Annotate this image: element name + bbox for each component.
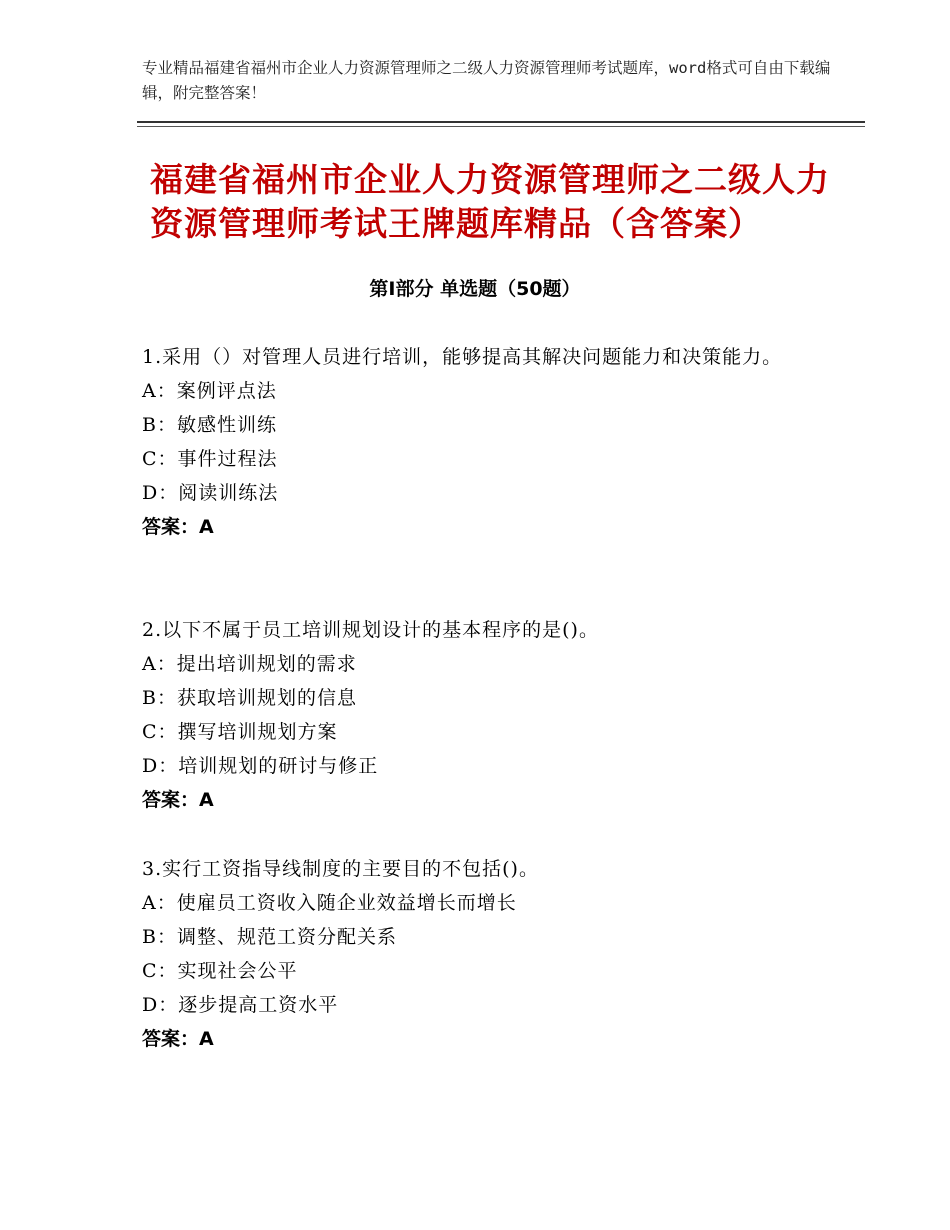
header-divider-thick (137, 121, 865, 123)
option-c: C：撰写培训规划方案 (142, 721, 338, 743)
question-1 (142, 341, 822, 544)
question-stem: 2.以下不属于员工培训规划设计的基本程序的是()。 (142, 619, 599, 641)
section-heading: 第Ⅰ部分 单选题（50题） (369, 278, 581, 300)
question-stem: 1.采用（）对管理人员进行培训，能够提高其解决问题能力和决策能力。 (142, 346, 783, 368)
document-title: 福建省福州市企业人力资源管理师之二级人力资源管理师考试王牌题库精品（含答案） (150, 160, 830, 243)
header-note: 专业精品福建省福州市企业人力资源管理师之二级人力资源管理师考试题库，word格式可自由下载编辑，附完整答案！ (142, 59, 831, 102)
option-b: B：敏感性训练 (142, 414, 277, 436)
answer: 答案：A (142, 1028, 214, 1050)
option-a: A：提出培训规划的需求 (142, 653, 357, 675)
option-d: D：阅读训练法 (142, 482, 279, 504)
question-3 (142, 853, 822, 1056)
option-c: C：事件过程法 (142, 448, 278, 470)
option-d: D：逐步提高工资水平 (142, 994, 339, 1016)
option-c: C：实现社会公平 (142, 960, 298, 982)
answer: 答案：A (142, 789, 214, 811)
option-a: A：使雇员工资收入随企业效益增长而增长 (142, 892, 517, 914)
header-divider-thin (137, 126, 865, 127)
option-b: B：调整、规范工资分配关系 (142, 926, 397, 948)
option-a: A：案例评点法 (142, 380, 277, 402)
answer: 答案：A (142, 516, 214, 538)
question-stem: 3.实行工资指导线制度的主要目的不包括()。 (142, 858, 539, 880)
option-b: B：获取培训规划的信息 (142, 687, 357, 709)
option-d: D：培训规划的研讨与修正 (142, 755, 379, 777)
question-2 (142, 614, 822, 817)
